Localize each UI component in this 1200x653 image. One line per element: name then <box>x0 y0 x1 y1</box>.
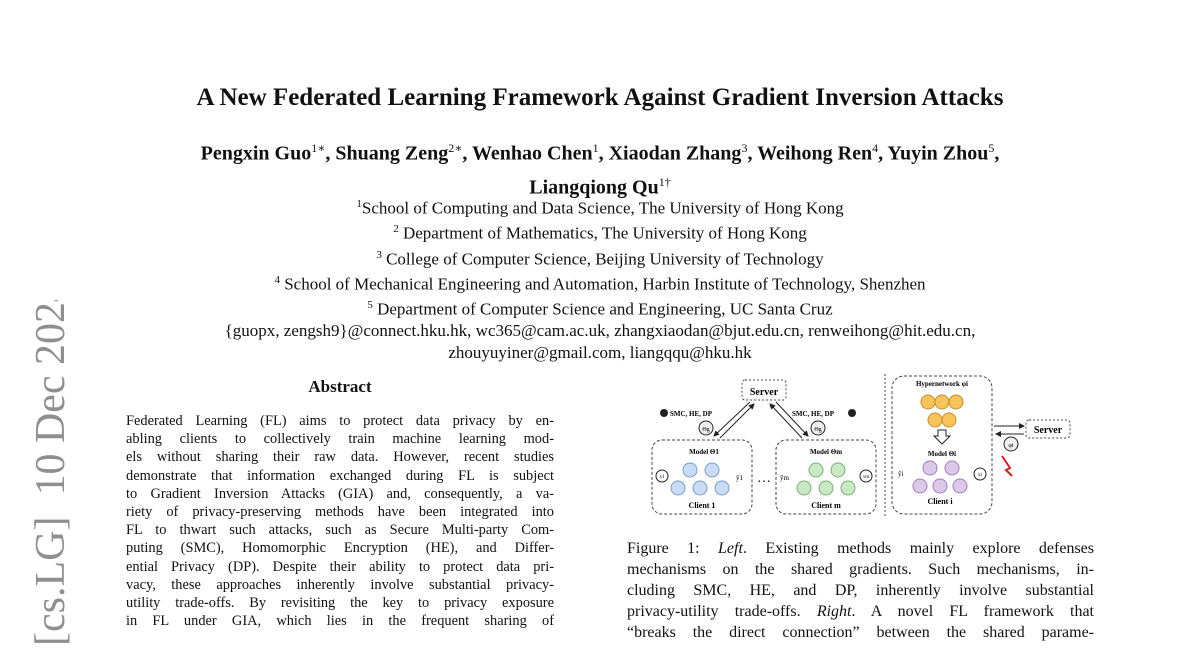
abstract-line: vacy, these approaches inherently involve substantial privacy- <box>126 576 554 593</box>
hypernetwork-label: Hypernetwork φi <box>915 380 969 388</box>
client-m-label: Client m <box>811 501 841 510</box>
caption-line <box>627 559 1094 580</box>
caption-plain: “breaks the direct connection” between the shared parame- <box>627 624 1094 641</box>
author-name: Weihong Ren <box>757 142 873 165</box>
caption-plain: mechanisms on the shared gradients. Such mechanisms, in- <box>627 561 1094 578</box>
affiliation-text: College of Computer Science, Beijing University of Technology <box>381 249 824 269</box>
figure-1-caption <box>627 538 1094 643</box>
caption-plain: Figure 1: <box>627 540 719 557</box>
client-i-label: Client i <box>927 497 953 506</box>
ym-label: ŷm <box>780 474 789 482</box>
theta-g-left: Θg <box>702 427 710 433</box>
author-name: Xiaodan Zhang <box>608 142 742 165</box>
author-name: Liangqiong Qu <box>529 176 659 199</box>
arrow-server-clientm <box>776 402 808 436</box>
down-arrow-icon <box>934 430 950 444</box>
author-name: Shuang Zeng <box>335 142 449 165</box>
shield-icon-right <box>848 409 856 417</box>
abstract-line: els without sharing their raw data. However, recent studies <box>126 449 554 466</box>
caption-plain: cluding SMC, HE, and DP, inherently involve substantial <box>627 582 1094 599</box>
shield-icon-left <box>660 409 668 417</box>
affiliation-line <box>100 270 1100 295</box>
smc-right-label: SMC, HE, DP <box>792 410 834 418</box>
arxiv-id: [cs.LG] 10 Dec 2024 <box>28 300 74 646</box>
author-name: Pengxin Guo <box>200 142 312 165</box>
client-1-label: Client 1 <box>688 501 716 510</box>
affiliation-marker: 5 <box>367 299 373 311</box>
affiliation-marker: 2 <box>393 223 399 236</box>
emails-line-1: {guopx, zengsh9}@connect.hku.hk, wc365@cam.ac.uk, zhangxiaodan@bjut.edu.cn, renweihong@hit.edu.cn, <box>224 321 976 341</box>
hypernetwork-nodes <box>921 395 963 427</box>
xm-label: xm <box>862 475 870 480</box>
author-separator: , <box>325 142 336 165</box>
arrow-server-client1 <box>714 402 750 436</box>
abstract-line: abling clients to collectively train machine learning mod- <box>126 431 554 448</box>
phi-i-label: φi <box>1008 443 1014 449</box>
affiliation-text: Department of Mathematics, The University of Hong Kong <box>398 223 807 243</box>
author-name: Wenhao Chen <box>472 142 593 165</box>
affiliation-line <box>100 295 1100 320</box>
author-name: Yuyin Zhou <box>887 142 989 165</box>
author-affiliation-marker: 1 <box>592 141 599 155</box>
smc-left-label: SMC, HE, DP <box>670 410 712 418</box>
xi-label: xi <box>978 473 982 478</box>
author-list <box>100 134 1100 201</box>
caption-italic: Left <box>718 540 743 557</box>
author-affiliation-marker: 1∗ <box>311 141 326 155</box>
affiliation-text: Department of Computer Science and Engineering, UC Santa Cruz <box>372 299 833 319</box>
paper-title: A New Federated Learning Framework Against Gradient Inversion Attacks <box>196 84 1004 111</box>
x1-label: x1 <box>659 475 665 480</box>
affiliation-marker: 1 <box>356 198 362 210</box>
abstract-line: riety of privacy-preserving methods have been integrated into <box>126 504 554 521</box>
broken-link-icon <box>1002 456 1012 476</box>
caption-line <box>627 601 1094 622</box>
affiliation-line <box>100 194 1100 219</box>
affiliation-line <box>100 219 1100 244</box>
author-separator: , <box>462 142 472 165</box>
caption-plain: privacy-utility trade-offs. <box>627 603 817 620</box>
server-right-label: Server <box>1033 425 1063 436</box>
client-m-network <box>797 463 872 495</box>
caption-line <box>627 622 1094 643</box>
figure-1 <box>640 372 1080 522</box>
affiliation-marker: 4 <box>274 273 280 286</box>
model-i-label: Model Θi <box>927 450 957 458</box>
author-separator: , <box>994 142 1000 165</box>
abstract-line: to Gradient Inversion Attacks (GIA) and, consequently, a va- <box>126 485 554 502</box>
author-affiliation-marker: 3 <box>741 141 748 155</box>
abstract-line: FL to thwart such attacks, such as Secure Multi-party Com- <box>126 522 554 539</box>
theta-g-right: Θg <box>814 427 822 433</box>
author-affiliation-marker: 1† <box>658 174 671 189</box>
affiliation-text: School of Computing and Data Science, The University of Hong Kong <box>361 198 844 218</box>
abstract-line: in FL under GIA, which lies in the frequent sharing of <box>126 613 554 630</box>
author-separator: , <box>878 142 888 165</box>
ellipsis: … <box>757 471 771 486</box>
abstract-line: utility trade-offs. By revisiting the key to privacy exposure <box>126 595 554 612</box>
server-label: Server <box>749 387 779 398</box>
emails-line-2: zhouyuyiner@gmail.com, liangqqu@hku.hk <box>448 342 752 362</box>
arxiv-sidebar-stamp <box>4 300 74 648</box>
client-1-network <box>656 463 729 495</box>
author-affiliation-marker: 4 <box>872 141 879 155</box>
abstract-body <box>126 412 554 630</box>
author-separator: , <box>747 142 758 165</box>
caption-line <box>627 538 1094 559</box>
arrow-client1-server <box>720 404 754 438</box>
affiliation-text: School of Mechanical Engineering and Automation, Harbin Institute of Technology, Shenzhen <box>279 274 926 294</box>
caption-line <box>627 580 1094 601</box>
abstract-line: demonstrate that information exchanged during FL is subject <box>126 467 554 484</box>
yi-label: ŷi <box>898 470 904 478</box>
author-separator: , <box>598 142 609 165</box>
abstract-line: ential Privacy (DP). Despite their ability to protect data pri- <box>126 558 554 575</box>
model-1-label: Model Θ1 <box>689 448 719 456</box>
abstract-line: puting (SMC), Homomorphic Encryption (HE), and Differ- <box>126 540 554 557</box>
caption-italic: Right <box>816 603 852 620</box>
model-m-label: Model Θm <box>809 448 843 456</box>
author-affiliation-marker: 5 <box>988 141 995 155</box>
caption-rest: . Existing methods mainly explore defenses <box>742 540 1094 557</box>
affiliations <box>100 194 1100 363</box>
abstract-line: Federated Learning (FL) aims to protect data privacy by en- <box>126 413 554 429</box>
y1-label: ŷ1 <box>736 474 743 482</box>
affiliation-marker: 3 <box>376 248 382 261</box>
affiliation-line <box>100 245 1100 270</box>
client-i-network <box>913 461 986 493</box>
abstract-heading: Abstract <box>308 377 372 396</box>
caption-rest: . A novel FL framework that <box>851 603 1095 620</box>
author-affiliation-marker: 2∗ <box>448 141 463 155</box>
